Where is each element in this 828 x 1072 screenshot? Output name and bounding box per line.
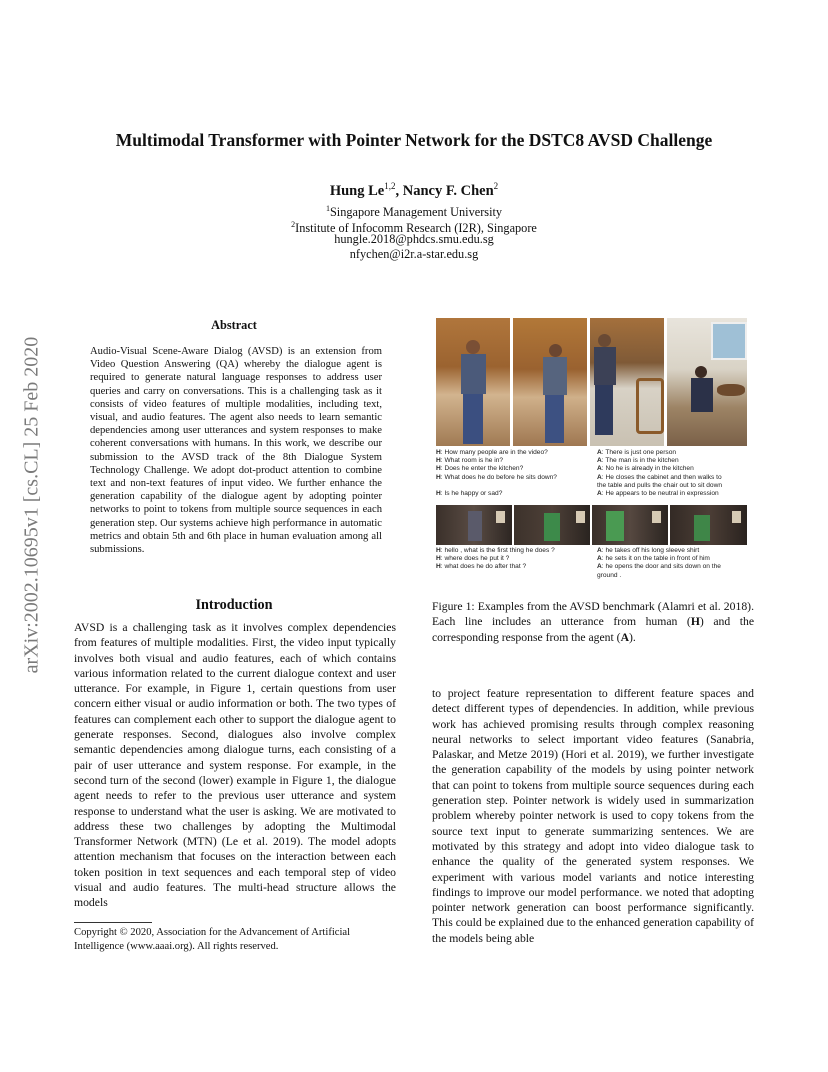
figure-1 (432, 318, 752, 588)
email: nfychen@i2r.a-star.edu.sg (349, 247, 479, 261)
video-frame-photo (436, 318, 510, 446)
dialogue-line: H: Is he happy or sad? (436, 490, 503, 498)
video-frame-photo (513, 318, 587, 446)
bottom-dialogue-answers (597, 547, 752, 580)
affiliation-sup: 2 (291, 220, 296, 229)
video-frame-photo (590, 318, 664, 446)
bottom-dialogue-questions (436, 547, 594, 572)
dialogue-line: H: what does he do after that ? (436, 563, 527, 571)
video-frame-photo (592, 505, 668, 545)
email: hungle.2018@phdcs.smu.edu.sg (334, 232, 494, 246)
dialogue-line: A: No he is already in the kitchen (597, 465, 694, 473)
copyright-line: Intelligence (www.aaai.org). All rights reserved. (74, 940, 279, 952)
copyright-notice (74, 926, 396, 953)
video-frame-photo (667, 318, 747, 446)
author-affil-sup: 1,2 (384, 181, 396, 191)
author-name: Hung Le (329, 182, 385, 199)
arxiv-identifier: arXiv:2002.10695v1 [cs.CL] 25 Feb 2020 (20, 336, 43, 674)
dialogue-line (436, 482, 594, 490)
dialogue-line: A: There is just one person (597, 449, 677, 456)
arxiv-sidebar (12, 285, 52, 725)
top-dialogue-questions (436, 449, 594, 498)
paper-title: Multimodal Transformer with Pointer Network for the DSTC8 AVSD Challenge (115, 130, 713, 150)
video-frame-photo (436, 505, 512, 545)
introduction-text-left: AVSD is a challenging task as it involves complex dependencies from features of multiple modalities. First, the video input typically involves both visual and audio features, each of which contains various information related to the current dialogue context and user utterance. For example, in Figure 1, certain questions from user concern either visual or audio information or both. The two types of features can complement each other to support the dialogue agent to generate responses. Second, dialogues also involve complex semantic dependencies among dialogue turns, each consisting of a pair of user utterance and system response. For example, in the second turn of the second (lower) example in Figure 1, the dialogue agent needs to refer to the previous user utterance and system response to understand what the user is asking. We are motivated to address these two challenges by adopting the Multimodal Transformer Network (MTN) (Le et al. 2019). The model adopts attention mechanism that focuses on the interaction between each token position in text sequences and each temporal step of video visual and audio features. The multi-head structure allows the models (74, 621, 396, 910)
dialogue-line: H: How many people are in the video? (436, 449, 548, 456)
footnote-rule (74, 922, 152, 923)
dialogue-line: H: What does he do before he sits down? (436, 473, 557, 481)
dialogue-line: ground . (597, 571, 622, 579)
copyright-line: Copyright © 2020, Association for the Advancement of Artificial (74, 927, 351, 938)
affiliation-text: Singapore Management University (329, 205, 503, 220)
video-frame-photo (514, 505, 590, 545)
dialogue-line: H: where does he put it ? (436, 555, 510, 563)
dialogue-line: A: He appears to be neutral in expression (597, 490, 719, 498)
author-line: Hung Le$^{1,2}$, Nancy F. Chen$^2$ (329, 181, 499, 199)
dialogue-line: A: he takes off his long sleeve shirt (597, 547, 700, 554)
dialogue-line: A: he opens the door and sits down on the (597, 563, 721, 571)
dialogue-line: A: he sets it on the table in front of him (597, 555, 710, 563)
top-dialogue-answers (597, 449, 752, 498)
dialogue-line: A: The man is in the kitchen (597, 457, 679, 465)
dialogue-line: H: What room is he in? (436, 457, 504, 465)
video-frame-photo (670, 505, 747, 545)
introduction-heading: Introduction (195, 597, 273, 613)
dialogue-line: H: Does he enter the kitchen? (436, 465, 524, 473)
dialogue-line: the table and pulls the chair out to sit down (597, 481, 722, 489)
author-name: Nancy F. Chen (402, 182, 494, 199)
author-affil-sup: 2 (493, 181, 499, 191)
affiliation-text: Institute of Infocomm Research (I2R), Singapore (295, 221, 537, 236)
figure-caption: Figure 1: Examples from the AVSD benchmark (Alamri et al. 2018). Each line includes an utterance from human (H) and the corresponding response from the agent (A). (432, 600, 755, 644)
abstract-text: Audio-Visual Scene-Aware Dialog (AVSD) is an extension from Video Question Answering (QA) whereby the dialogue agent is required to generate natural language responses to address user queries and carry on conversations. This is a challenging task as it consists of video features of multiple modalities, including text, visual, and audio features. The agent also needs to learn semantic dependencies among user utterances and system responses to make coherent conversations with humans. In this work, we describe our submission to the AVSD track of the 8th Dialogue System Technology Challenge. We adopt dot-product attention to combine text and non-text features of input video. We further enhance the generation capability of the dialogue agent by adopting pointer networks to point to tokens from multiple source sequences in each generation step. Our systems achieve high performance in automatic metrics and obtain 5th and 6th place in human evaluation among all submissions. (90, 346, 382, 556)
abstract-heading: Abstract (211, 318, 257, 332)
affiliation-sup: 1 (325, 204, 330, 213)
introduction-text-right: to project feature representation to different feature spaces and detect different types of dependencies. In addition, while previous work has achieved promising results through complex reasoning neural networks to select important video features (Sanabria, Palaskar, and Metze 2019) (Hori et al. 2019), we further investigate the generation capability of the models by using pointer network that can point to tokens from multiple source sequences during each generation step. Pointer network is widely used in summarization problem whereby pointer network is used to copy tokens from the source text input to generate summarizing sentences. We are motivated by this strategy and adopt into video dialogue task to enhance the quality of the generated system responses. We experiment with various model variants and notice interesting findings to improve our model performance. we noted that adopting pointer network generation can boost performance significantly. This could be explained due to the enhanced generation capability of the models being able (432, 687, 754, 945)
dialogue-line: A: He closes the cabinet and then walks to (597, 473, 722, 481)
dialogue-line: H: hello , what is the first thing he does ? (436, 547, 555, 554)
